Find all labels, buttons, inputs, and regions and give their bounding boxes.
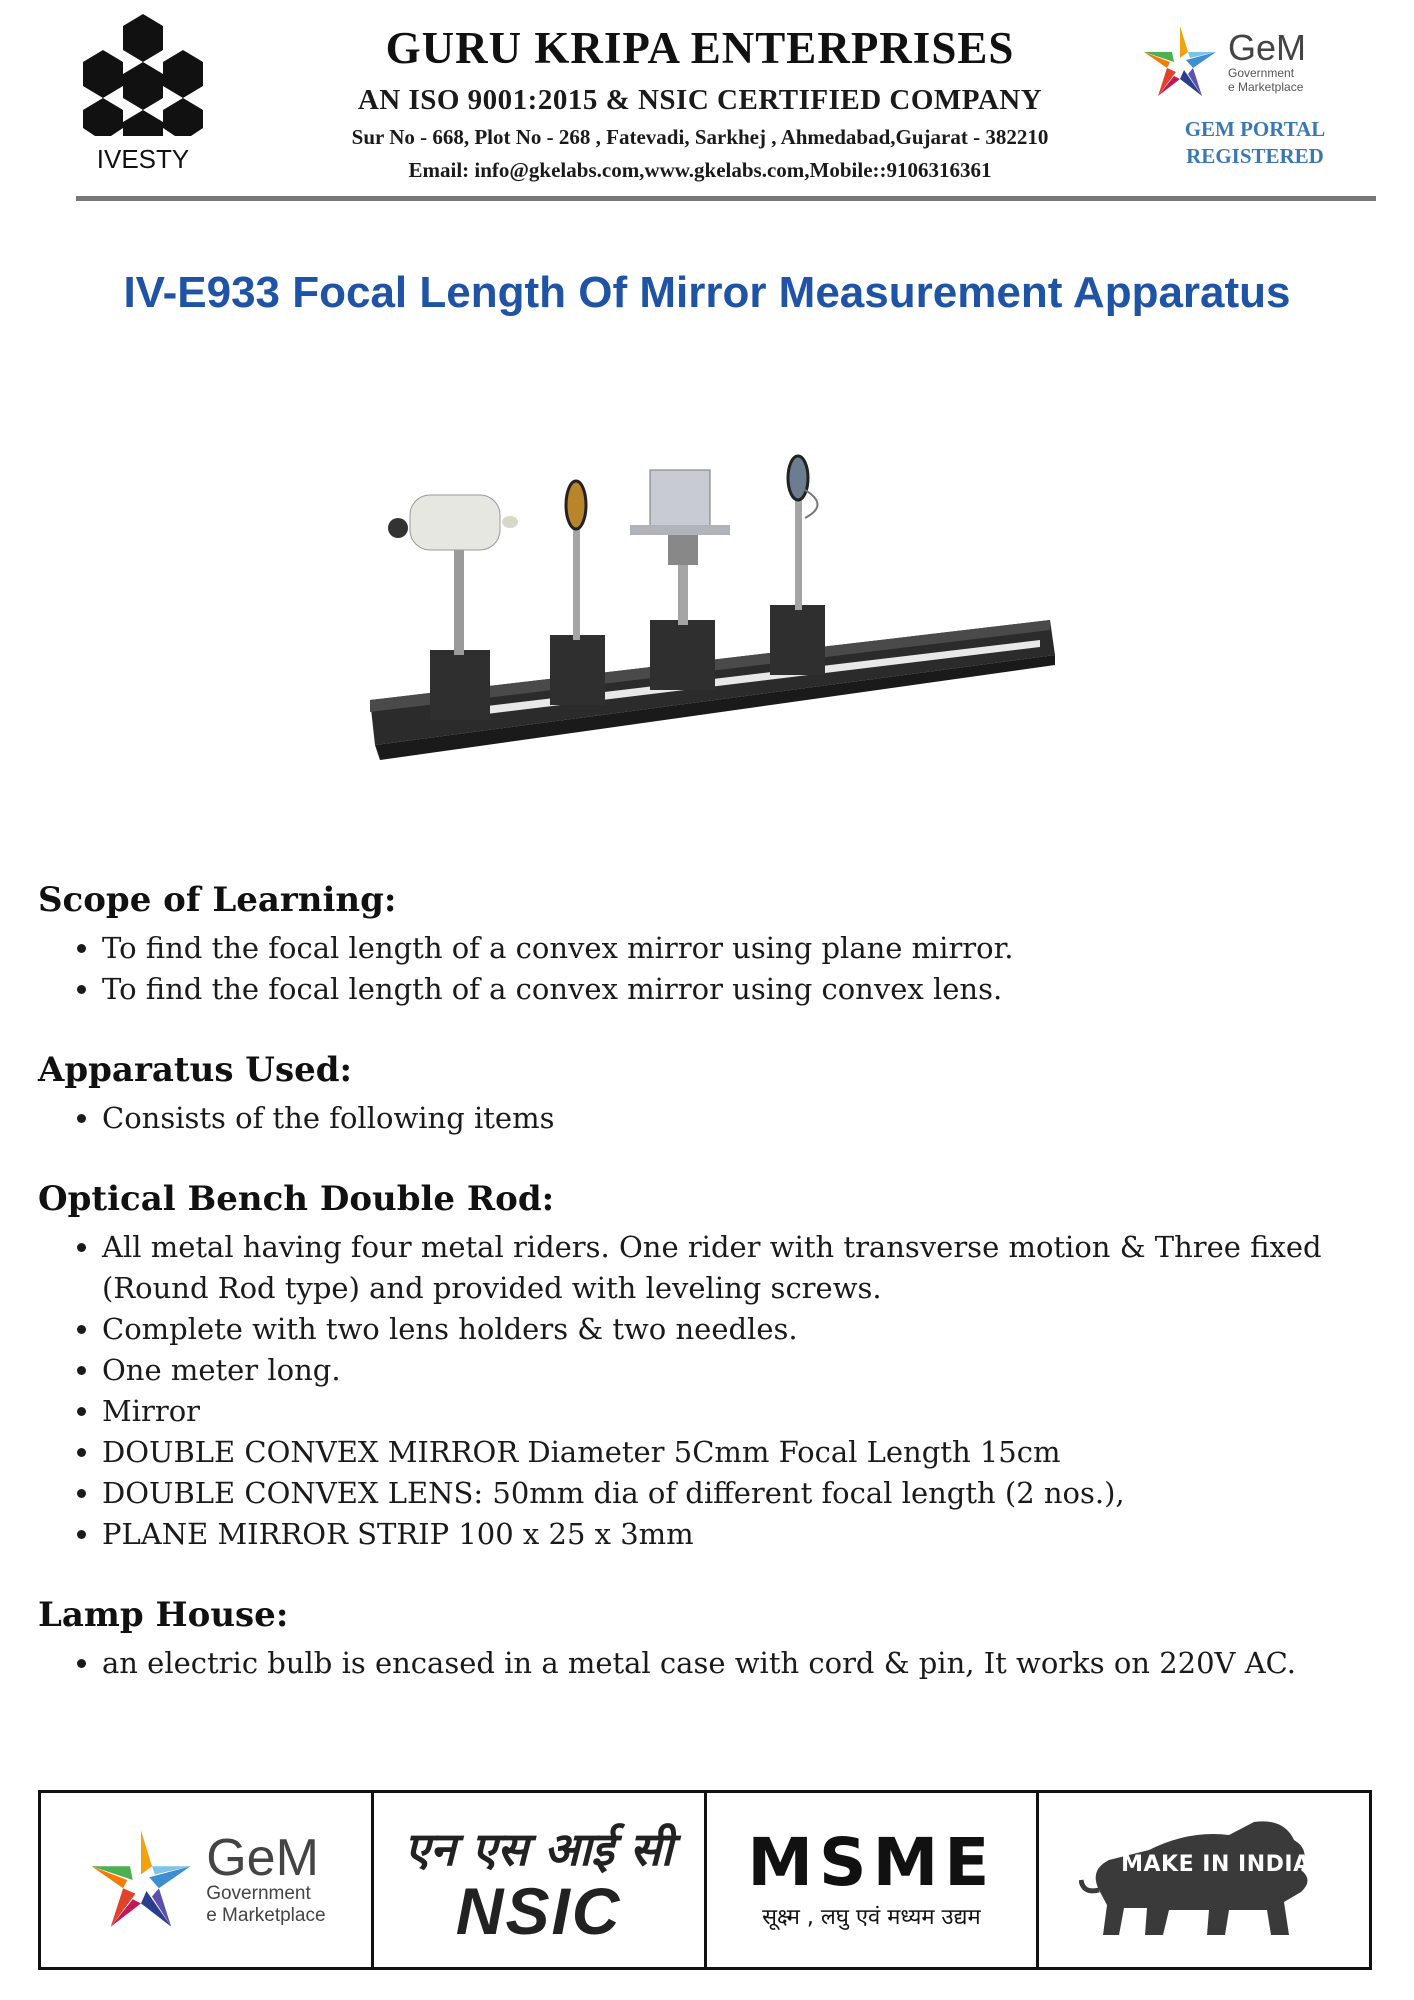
ivesty-cube-icon <box>83 10 203 140</box>
contact-line: Email: info@gkelabs.com,www.gkelabs.com,Mobile::9106316361 <box>408 158 992 182</box>
list-item: • To find the focal length of a convex mirror using convex lens. <box>102 969 1388 1010</box>
list-item: • Mirror <box>102 1391 1388 1432</box>
letterhead <box>0 0 1414 205</box>
section-lamp-house <box>38 1595 1388 1684</box>
list-item: • DOUBLE CONVEX MIRROR Diameter 5Cmm Focal Length 15cm <box>102 1432 1388 1473</box>
header-divider <box>76 196 1376 201</box>
list-item: • To find the focal length of a convex mirror using plane mirror. <box>102 928 1388 969</box>
footer-gem-marketplace: e Marketplace <box>206 1905 326 1926</box>
list-item: • All metal having four metal riders. One rider with transverse motion & Three fixed (Round Rod type) and provided with leveling screws. <box>102 1227 1388 1309</box>
company-block <box>240 22 1160 183</box>
company-name: GURU KRIPA ENTERPRISES <box>385 23 1015 73</box>
certification-footer <box>38 1790 1372 1970</box>
bullet-list <box>38 1643 1388 1684</box>
section-heading: Lamp House: <box>38 1595 289 1635</box>
msme-hindi-text: सूक्ष्म , लघु एवं मध्यम उद्यम <box>762 1905 981 1930</box>
bullet-list <box>38 1098 1388 1139</box>
gem-star-icon <box>86 1825 196 1935</box>
list-item: • DOUBLE CONVEX LENS: 50mm dia of different focal length (2 nos.), <box>102 1473 1388 1514</box>
lion-icon <box>1079 1810 1329 1950</box>
nsic-text: NSIC <box>455 1874 622 1948</box>
address-line: Sur No - 668, Plot No - 268 , Fatevadi, Sarkhej , Ahmedabad,Gujarat - 382210 <box>351 125 1049 149</box>
gem-sub-marketplace: e Marketplace <box>1228 80 1304 94</box>
section-heading: Optical Bench Double Rod: <box>38 1179 555 1219</box>
nsic-hindi-text: एन एस आई सी <box>404 1822 673 1876</box>
bullet-list <box>38 1227 1388 1555</box>
section-scope <box>38 880 1388 1010</box>
section-apparatus <box>38 1050 1388 1139</box>
make-in-india-logo <box>1079 1810 1329 1950</box>
gem-portal-line2: REGISTERED <box>1186 144 1324 168</box>
footer-gem-cell <box>41 1793 374 1967</box>
ivesty-logo <box>78 10 208 175</box>
list-item: • Complete with two lens holders & two needles. <box>102 1309 1388 1350</box>
footer-gem-government: Government <box>206 1883 311 1904</box>
gem-header-logo <box>1140 22 1370 170</box>
msme-text: MSME <box>747 1824 996 1901</box>
section-optical-bench <box>38 1179 1388 1555</box>
gem-star-icon <box>1140 22 1220 102</box>
gem-portal-line1: GEM PORTAL <box>1184 117 1326 141</box>
section-heading: Scope of Learning: <box>38 880 397 920</box>
gem-word: GeM <box>1228 27 1307 68</box>
make-in-india-text: MAKE IN INDIA <box>1121 1852 1311 1877</box>
list-item: • One meter long. <box>102 1350 1388 1391</box>
optical-bench-image <box>350 450 1070 780</box>
list-item: • an electric bulb is encased in a metal case with cord & pin, It works on 220V AC. <box>102 1643 1388 1684</box>
content-body <box>38 880 1388 1724</box>
list-item: • PLANE MIRROR STRIP 100 x 25 x 3mm <box>102 1514 1388 1555</box>
bullet-list <box>38 928 1388 1010</box>
ivesty-brand-text: IVESTY <box>96 144 190 174</box>
footer-make-in-india-cell <box>1039 1793 1369 1967</box>
list-item: • Consists of the following items <box>102 1098 1388 1139</box>
footer-nsic-cell <box>374 1793 707 1967</box>
section-heading: Apparatus Used: <box>38 1050 353 1090</box>
footer-msme-cell <box>707 1793 1040 1967</box>
certification-line: AN ISO 9001:2015 & NSIC CERTIFIED COMPANY <box>357 84 1043 116</box>
footer-gem-word: GeM <box>206 1829 319 1887</box>
gem-sub-government: Government <box>1228 66 1295 80</box>
product-title: IV-E933 Focal Length Of Mirror Measurement Apparatus <box>123 268 1291 317</box>
